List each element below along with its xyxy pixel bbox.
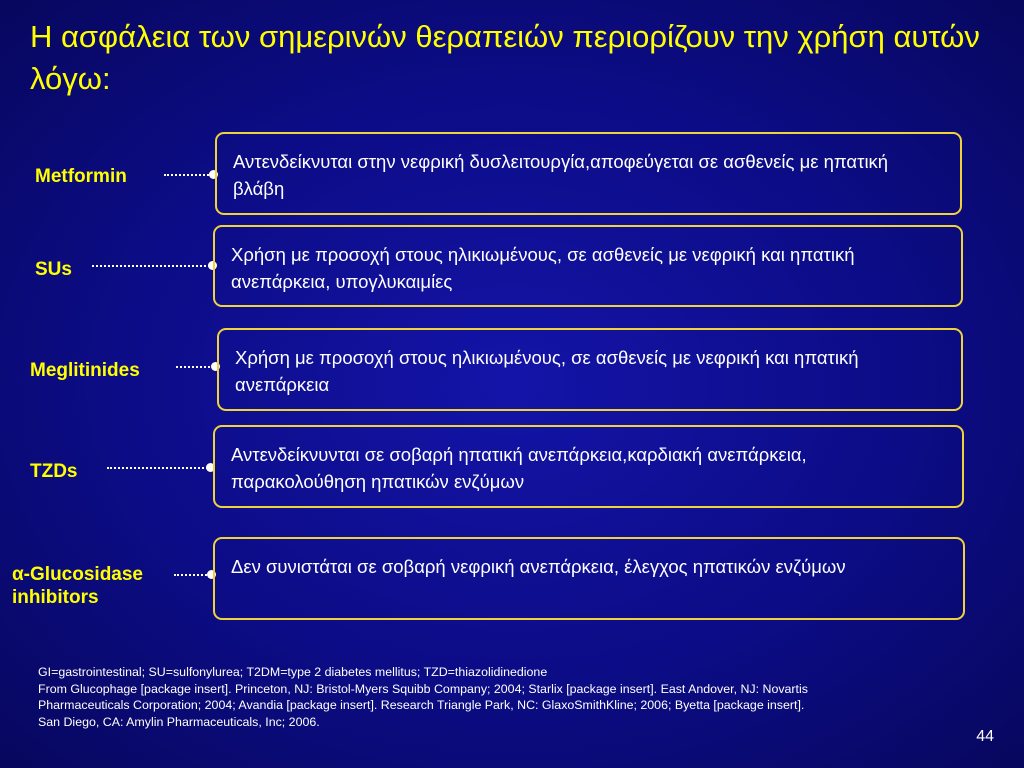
connector-meglitinides xyxy=(176,366,214,368)
footnote-line: San Diego, CA: Amylin Pharmaceuticals, Inc; 2006. xyxy=(38,714,320,729)
connector-tzds xyxy=(107,467,208,469)
drug-label-metformin: Metformin xyxy=(35,166,127,187)
description-box-tzds: Αντενδείκνυνται σε σοβαρή ηπατική ανεπάρκεια,καρδιακή ανεπάρκεια, παρακολούθηση ηπατικών ενζύμων xyxy=(213,425,964,508)
connector-alpha-glucosidase xyxy=(174,574,210,576)
drug-label-sus: SUs xyxy=(35,259,72,280)
drug-label-meglitinides: Meglitinides xyxy=(30,360,140,381)
page-number: 44 xyxy=(976,728,994,745)
connector-metformin xyxy=(164,174,212,176)
description-box-meglitinides: Χρήση με προσοχή στους ηλικιωμένους, σε ασθενείς με νεφρική και ηπατική ανεπάρκεια xyxy=(217,328,963,411)
drug-label-tzds: TZDs xyxy=(30,461,78,482)
footnote xyxy=(38,664,978,730)
description-box-alpha-glucosidase: Δεν συνιστάται σε σοβαρή νεφρική ανεπάρκεια, έλεγχος ηπατικών ενζύμων xyxy=(213,537,965,620)
drug-label-alpha-glucosidase-line1: α-Glucosidase xyxy=(12,564,143,585)
drug-label-alpha-glucosidase xyxy=(12,563,143,609)
footnote-line: Pharmaceuticals Corporation; 2004; Avandia [package insert]. Research Triangle Park, NC: GlaxoSmithKline; 2006; Byetta [package insert]. xyxy=(38,698,805,712)
footnote-line: From Glucophage [package insert]. Princeton, NJ: Bristol-Myers Squibb Company; 2004; Starlix [package insert]. East Andover, NJ: Novartis xyxy=(38,681,808,696)
slide-title: Η ασφάλεια των σημερινών θεραπειών περιορίζουν την χρήση αυτών λόγω: xyxy=(30,19,980,96)
description-box-sus: Χρήση με προσοχή στους ηλικιωμένους, σε ασθενείς με νεφρική και ηπατική ανεπάρκεια, υπογλυκαιμίες xyxy=(213,225,963,307)
footnote-line: GI=gastrointestinal; SU=sulfonylurea; T2DM=type 2 diabetes mellitus; TZD=thiazolidinedione xyxy=(38,665,548,679)
description-box-metformin: Αντενδείκνυται στην νεφρική δυσλειτουργία,αποφεύγεται σε ασθενείς με ηπατική βλάβη xyxy=(215,132,962,215)
connector-sus xyxy=(92,265,210,267)
drug-label-alpha-glucosidase-line2: inhibitors xyxy=(12,587,99,608)
